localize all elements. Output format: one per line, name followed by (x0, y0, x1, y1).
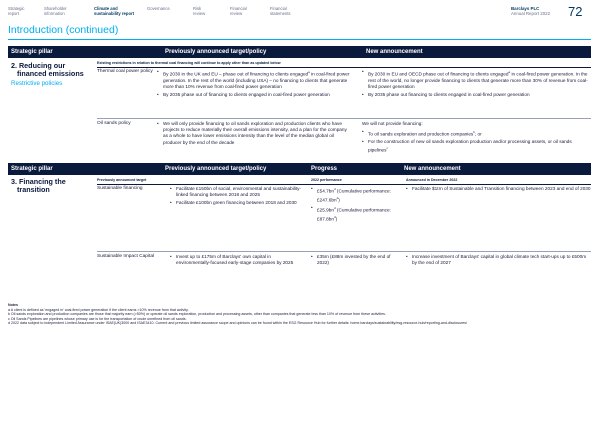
table1-header-new: New announcement (366, 48, 423, 55)
table1-row1-label: Thermal coal power policy (97, 69, 153, 74)
nav-financial-review[interactable]: Financial review (230, 6, 247, 16)
table2-row1-new (406, 186, 591, 194)
table2-subhead-progress: 2022 performance (311, 178, 342, 182)
nav-shareholder-information[interactable]: Shareholder information (44, 6, 67, 16)
table1-caption-rule (97, 67, 591, 68)
table2-row2-progress (311, 254, 401, 268)
nav-financial-statements[interactable]: Financial statements (270, 6, 291, 16)
table2-row2-label: Sustainable Impact Capital (97, 254, 155, 259)
table2-header-new: New announcement (404, 165, 461, 172)
table1-row2-new (362, 121, 591, 156)
brand-block: Barclays PLC Annual Report 2022 (511, 6, 551, 17)
table1-row-divider (97, 118, 591, 119)
footnote-b: b Oil sands exploration and production companies are those that majority earn (>50%) or operate oil sands exploration, production and processing assets, other than companies that generate less than 10% of revenue from these activities. (8, 312, 386, 317)
list-item: • Facilitate £100bn green financing between 2018 and 2030 (170, 200, 304, 206)
table2-header (8, 163, 591, 175)
nav-risk-review[interactable]: Risk review (193, 6, 206, 16)
table2-header-progress: Progress (311, 165, 338, 172)
list-item: • Invest up to £175m of Barclays' own capital in environmentally-focused early-stage companies by 2025 (170, 254, 304, 266)
top-navigation (8, 6, 598, 26)
list-item: • By 2030 in EU and OECD phase out of financing to clients engaged$^a$ in coal-fired power generation. In the rest of the world, no longer provide financing to clients that generate more than 30% of revenue from coal-fired power generation (362, 69, 591, 90)
table1-row2-previous (157, 121, 352, 147)
list-item: • £35m (£88m invested by the end of 2022) (311, 254, 401, 266)
footnotes-title: Notes (8, 303, 18, 307)
table1-pillar-subtitle: Restrictive policies (11, 80, 63, 87)
table1-row2-label: Oil sands policy (97, 121, 131, 126)
footnotes (8, 303, 598, 326)
list-item: • By 2030 in the UK and EU – phase out of financing to clients engaged$^a$ in coal-fired power generation. In the rest of the world (including USA) – no financing to clients that generate more than 10% revenue from coal-fired power generation (157, 69, 352, 90)
table1-header-pillar: Strategic pillar (11, 48, 53, 55)
table2-row2-previous (170, 254, 304, 268)
list-item: • To oil sands exploration and production companies$^b$; or (362, 129, 591, 138)
list-item: • Increase investment of Barclays' capital in global climate tech start-ups up to £500m by the end of 2027 (406, 254, 591, 266)
table1-row1-new (362, 69, 591, 100)
footnote-a: a A client is defined as 'engaged in' coal-fired power generation if the client earns >10% revenue from that activity. (8, 307, 189, 312)
list-item: • For the construction of new oil sands exploration production and/or processing assets, or oil sands pipelines$^c$ (362, 139, 591, 154)
list-item: • We will only provide financing to oil sands exploration and production clients who have projects to reduce materially their overall emissions intensity, and a plan for the company as a whole to have lower emissions intensity than the level of the median global oil producer by the end of the decade (157, 121, 352, 146)
table1-row1-previous (157, 69, 352, 100)
table2-subhead-previous: Previously announced target (97, 178, 147, 182)
nav-governance[interactable]: Governance (147, 6, 170, 11)
list-item: • By 2035 phase out financing to clients engaged in coal-fired power generation (362, 92, 591, 98)
title-divider (8, 39, 591, 40)
table2-row1-progress (311, 186, 401, 224)
table2-pillar-title: 3. Financing the transition (11, 177, 66, 195)
table2-caption-rule (97, 184, 591, 185)
table2-row1-previous (170, 186, 304, 208)
table1-caption: Existing restrictions in relation to thermal coal financing will continue to apply other than as updated below (97, 61, 281, 65)
table2-subhead-new: Announced in December 2022 (406, 178, 458, 182)
table1-header (8, 46, 591, 58)
table2-header-previous: Previously announced target/policy (165, 165, 267, 172)
list-item: • Facilitate £150bn of social, environmental and sustainability-linked financing between 2018 and 2025 (170, 186, 304, 198)
footnote-d[interactable]: d 2022 data subject to independent Limited Assurance under ISAE(UK)3000 and ISAE3410. Current and previous limited assurance scope and opinions can be found within the ESG Resource Hub for further details: home.barclays/sustainability/esg-resource-hub/reporting-and-disclosures/ (8, 321, 468, 326)
nav-climate-sustainability-report[interactable]: Climate and sustainability report (94, 6, 135, 16)
nav-strategic-report[interactable]: Strategic report (8, 6, 25, 16)
table2-row-divider (97, 251, 591, 252)
page-title: Introduction (continued) (8, 24, 119, 36)
list-item: • By 2035 phase out of financing to clients engaged in coal-fired power generation (157, 92, 352, 98)
table2-row2-new (406, 254, 591, 268)
page-number: 72 (568, 4, 583, 19)
list-item: • $£54.7bn^d$ (Cumulative performance: $£247.6bn^d$) (311, 186, 401, 204)
list-item: • Facilitate $1trn of Sustainable and Transition financing between 2023 and end of 2030 (406, 186, 591, 192)
list-intro: We will not provide financing: (362, 121, 423, 126)
table1-header-previous: Previously announced target/policy (165, 48, 267, 55)
footnote-c: c Oil Sands Pipelines are pipelines whose primary use is for the transportation of crude unrefined from oil sands. (8, 316, 187, 321)
table2-header-pillar: Strategic pillar (11, 165, 53, 172)
table2-row1-label: Sustainable financing (97, 186, 143, 191)
list-item: • $£25.9bn^d$ (Cumulative performance: $£87.8bn^d$) (311, 205, 401, 223)
table1-pillar-title: 2. Reducing our financed emissions (11, 61, 84, 79)
